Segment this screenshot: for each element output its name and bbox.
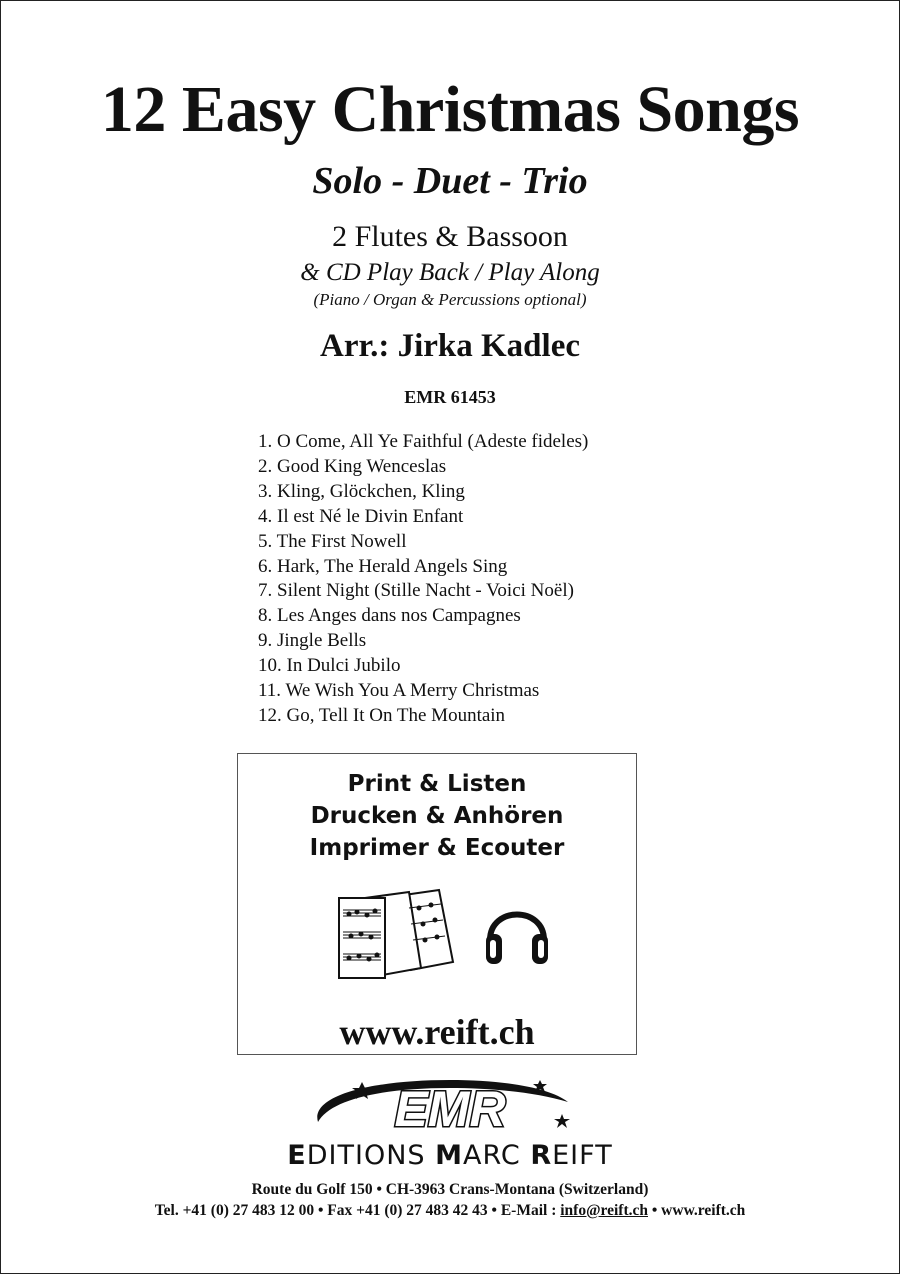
promo-line-english: Print & Listen xyxy=(347,771,527,797)
publisher-name xyxy=(0,1140,900,1172)
publisher-name-segment: DITIONS xyxy=(306,1140,436,1171)
publisher-name-segment: EIFT xyxy=(552,1140,613,1171)
instrumentation: 2 Flutes & Bassoon xyxy=(332,220,568,253)
list-item: 9. Jingle Bells xyxy=(258,630,367,652)
publisher-address: Route du Golf 150 • CH-3963 Crans-Montana (Switzerland) xyxy=(251,1181,649,1198)
cd-line: & CD Play Back / Play Along xyxy=(300,259,600,286)
publisher-contact xyxy=(0,1201,900,1221)
contact-website: • www.reift.ch xyxy=(648,1202,746,1219)
list-item: 1. O Come, All Ye Faithful (Adeste fideles) xyxy=(258,431,589,452)
list-item: 11. We Wish You A Merry Christmas xyxy=(258,680,540,702)
publisher-name-initial: M xyxy=(435,1140,463,1171)
publisher-name-initial: E xyxy=(287,1140,307,1171)
list-item: 2. Good King Wenceslas xyxy=(258,455,447,477)
list-item: 7. Silent Night (Stille Nacht - Voici Noël) xyxy=(258,580,574,602)
song-list xyxy=(258,430,588,729)
contact-phone-fax: Tel. +41 (0) 27 483 12 00 • Fax +41 (0) 27 483 42 43 • E-Mail : xyxy=(154,1202,561,1219)
print-listen-box xyxy=(237,753,637,1055)
publisher-name-segment: ARC xyxy=(463,1140,531,1171)
promo-line-french: Imprimer & Ecouter xyxy=(309,835,565,861)
promo-website-link[interactable]: www.reift.ch xyxy=(339,1012,535,1052)
email-link[interactable]: info@reift.ch xyxy=(560,1202,648,1219)
publisher-name-initial: R xyxy=(530,1140,553,1171)
list-item: 12. Go, Tell It On The Mountain xyxy=(258,704,506,726)
emr-logo xyxy=(300,1074,600,1136)
list-item: 10. In Dulci Jubilo xyxy=(258,655,401,677)
page-title: 12 Easy Christmas Songs xyxy=(100,73,800,146)
sheet-music-icon xyxy=(335,884,465,984)
emr-logo-text: EMR xyxy=(394,1081,506,1136)
list-item: 8. Les Anges dans nos Campagnes xyxy=(258,605,521,627)
list-item: 6. Hark, The Herald Angels Sing xyxy=(258,555,508,577)
list-item: 3. Kling, Glöckchen, Kling xyxy=(258,480,465,502)
list-item: 5. The First Nowell xyxy=(258,530,407,552)
optional-instruments: (Piano / Organ & Percussions optional) xyxy=(313,290,587,309)
arranger: Arr.: Jirka Kadlec xyxy=(320,328,580,364)
catalog-number: EMR 61453 xyxy=(404,387,496,407)
headphones-icon xyxy=(482,892,552,972)
list-item: 4. Il est Né le Divin Enfant xyxy=(258,505,464,527)
subtitle: Solo - Duet - Trio xyxy=(312,160,588,202)
promo-line-german: Drucken & Anhören xyxy=(310,803,564,829)
